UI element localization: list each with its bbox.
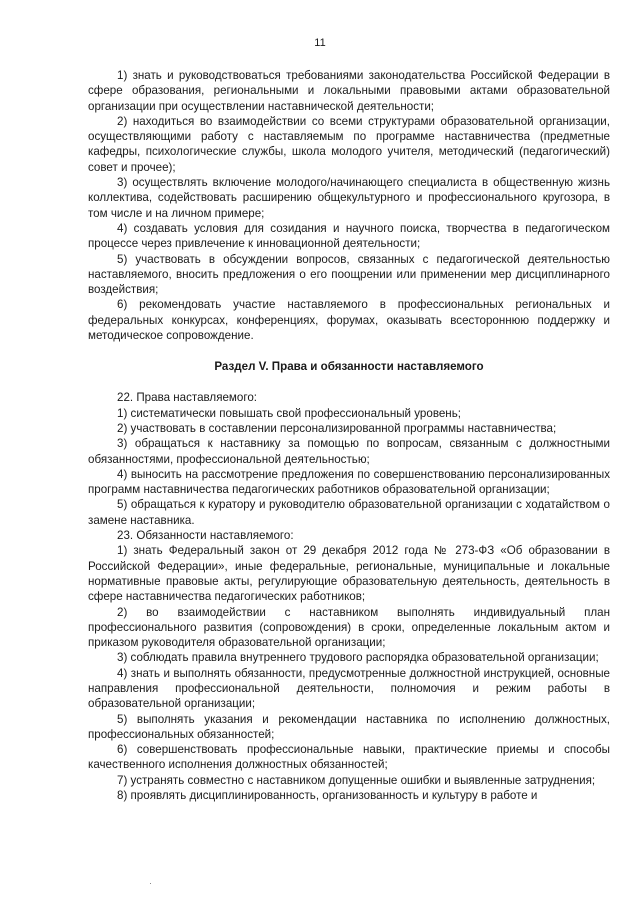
list-item: 2) во взаимодействии с наставником выполнять индивидуальный план профессионального развития (сопровождения) в сроки, определенные локальным актом и приказом руководителя образовательной организации; (88, 605, 610, 650)
section-heading: Раздел V. Права и обязанности наставляемого (214, 360, 484, 374)
list-item: 3) соблюдать правила внутреннего трудового распорядка образовательной организации; (117, 651, 599, 665)
list-item: 2) находиться во взаимодействии со всеми структурами образовательной организации, осуществляющими работу с наставляемым по программе наставничества (предметные кафедры, психологические службы, школа молодого учителя, методический (педагогический) совет и прочее); (88, 114, 610, 174)
document-body (88, 68, 610, 803)
list-item: 5) выполнять указания и рекомендации наставника по исполнению должностных, профессиональных обязанностей; (88, 712, 610, 741)
page-number: 11 (314, 37, 326, 49)
list-item: 1) знать и руководствоваться требованиями законодательства Российской Федерации в сфере образования, региональными и локальными правовыми актами образовательной организации при осуществлении наставнической деятельности; (88, 69, 610, 113)
list-item: 8) проявлять дисциплинированность, организованность и культуру в работе и (117, 789, 538, 803)
list-item: 4) знать и выполнять обязанности, предусмотренные должностной инструкцией, основные направления профессиональной деятельности, полномочия и режим работы в образовательной организации; (88, 666, 610, 711)
list-item: 3) обращаться к наставнику за помощью по вопросам, связанным с должностными обязанностями, профессиональной деятельностью; (88, 437, 610, 466)
rights-title: 22. Права наставляемого: (117, 391, 257, 405)
list-item: 6) совершенствовать профессиональные навыки, практические приемы и способы качественного исполнения должностных обязанностей; (88, 743, 610, 772)
list-item: 3) осуществлять включение молодого/начинающего специалиста в общественную жизнь коллектива, содействовать расширению общекультурного и профессионального кругозора, в том числе и на личном примере; (88, 176, 610, 220)
list-item: 5) обращаться к куратору и руководителю образовательной организации с ходатайством о замене наставника. (88, 498, 610, 527)
duties-title: 23. Обязанности наставляемого: (117, 529, 294, 543)
scan-speck (150, 883, 151, 884)
list-item: 2) участвовать в составлении персонализированной программы наставничества; (117, 421, 557, 435)
list-item: 6) рекомендовать участие наставляемого в профессиональных региональных и федеральных конкурсах, конференциях, форумах, оказывать всестороннюю поддержку и методическое сопровождение. (88, 298, 610, 343)
list-item: 1) систематически повышать свой профессиональный уровень; (117, 406, 461, 420)
list-item: 7) устранять совместно с наставником допущенные ошибки и выявленные затруднения; (117, 773, 596, 787)
list-item: 1) знать Федеральный закон от 29 декабря 2012 года № 273-ФЗ «Об образовании в Российской Федерации», иные федеральные, региональные, муниципальные и локальные нормативные правовые акты, регулирующие образовательную деятельность, деятельность в сфере наставничества педагогических работников; (88, 544, 610, 604)
list-item: 4) создавать условия для созидания и научного поиска, творчества в педагогическом процессе через привлечение к инновационной деятельности; (88, 221, 610, 251)
list-item: 5) участвовать в обсуждении вопросов, связанных с педагогической деятельностью наставляемого, вносить предложения о его поощрении или применении мер дисциплинарного воздействия; (88, 252, 610, 297)
list-item: 4) выносить на рассмотрение предложения по совершенствованию персонализированных программ наставничества педагогических работников образовательной организации; (88, 467, 610, 497)
